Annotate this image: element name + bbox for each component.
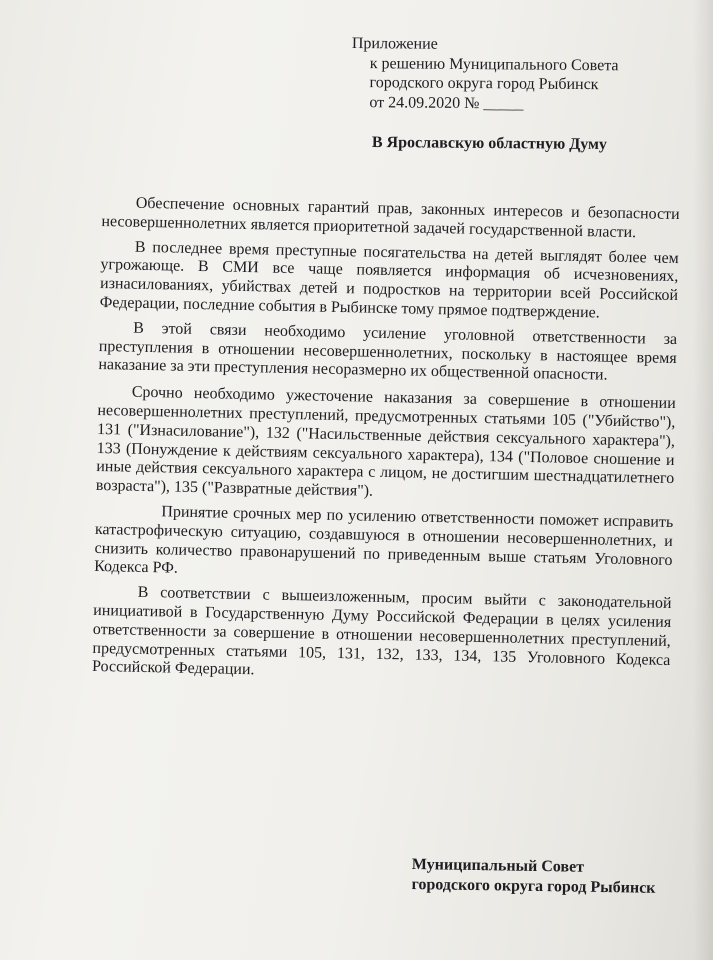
signature-district-line: городского округа город Рыбинск — [411, 875, 656, 897]
signature-block — [411, 855, 656, 899]
paragraph: Принятие срочных мер по усилению ответственности поможет исправить катастрофическую ситуацию, создавшуюся в отношении несовершеннолетних, и снизить количество правонарушений по приведенным выше статьям Уголовного Кодекса РФ. — [94, 503, 674, 578]
paragraph: Срочно необходимо ужесточение наказания за совершение в отношении несовершеннолетних преступлений, предусмотренных статьями 105 ("Убийство"), 131 ("Изнасилование"), 132 ("Насильственные действия сексуального характера"), 133 (Понуждение к действиям сексуального характера), 134 ("Половое сношение и иные действия сексуального характера с лицом, не достигшим шестнадцатилетнего возраста"), 135 ("Развратные действия"). — [95, 383, 676, 500]
paragraph: В этой связи необходимо усиление уголовной ответственности за преступления в отношении несовершеннолетних, поскольку в настоящее время наказание за эти преступления несоразмерно их общественной опасности. — [98, 319, 678, 385]
appendix-date-line: от 24.09.2020 № _____ — [369, 93, 524, 112]
paragraph: Обеспечение основных гарантий прав, законных интересов и безопасности несовершеннолетних является приоритетной задачей государственной власти. — [101, 194, 680, 241]
appendix-header — [351, 34, 618, 114]
signature-org-line: Муниципальный Совет — [411, 855, 585, 876]
paragraph: В последнее время преступные посягательства на детей выглядят более чем угрожающе. В СМИ все чаще появляется информация об исчезновениях, изнасилованиях, убийствах детей и подростков на территории всей Российской Федерации, последние события в Рыбинске тому прямое подтверждение. — [99, 238, 679, 322]
addressee-heading: В Ярославскую областную Думу — [371, 134, 608, 154]
appendix-district-line: городского округа город Рыбинск — [369, 74, 599, 94]
letter-body — [92, 194, 680, 695]
paragraph: В соответствии с вышеизложенным, просим выйти с законодательной инициативой в Государственную Думу Российской Федерации в целях усиления ответственности за совершение в отношении несовершеннолетних преступлений, предусмотренных статьями 105, 131, 132, 133, 134, 135 Уголовного Кодекса Российской Федерации. — [91, 583, 672, 679]
appendix-title: Приложение — [351, 34, 438, 53]
appendix-decision-line: к решению Муниципального Совета — [369, 54, 619, 74]
